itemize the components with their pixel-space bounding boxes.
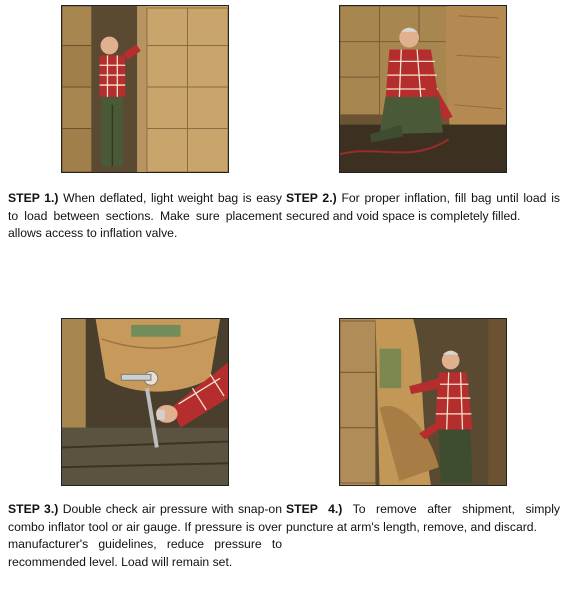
step-1-label: STEP 1.) — [8, 191, 59, 205]
step-4-photo — [339, 318, 507, 486]
step-3-photo — [61, 318, 229, 486]
step-4-label: STEP 4.) — [286, 502, 343, 516]
step-1-caption — [8, 190, 282, 243]
step-1-photo — [61, 5, 229, 173]
step-4-caption — [286, 501, 560, 536]
step-4-text: To remove after shipment, simply puncture at arm's length, remove, and discard. — [286, 502, 560, 534]
step-3-label: STEP 3.) — [8, 502, 59, 516]
step-1-text: When deflated, light weight bag is easy to load between sections. Make sure placement allows access to inflation valve. — [8, 191, 282, 240]
step-3-caption — [8, 501, 282, 571]
step-2-photo — [339, 5, 507, 173]
step-2-caption — [286, 190, 560, 225]
step-2-label: STEP 2.) — [286, 191, 337, 205]
step-2-text: For proper inflation, fill bag until load is secured and void space is completely filled. — [286, 191, 560, 223]
step-3-text: Double check air pressure with snap-on combo inflator tool or air gauge. If pressure is over manufacturer's guidelines, reduce pressure to recommended level. Load will remain set. — [8, 502, 282, 569]
